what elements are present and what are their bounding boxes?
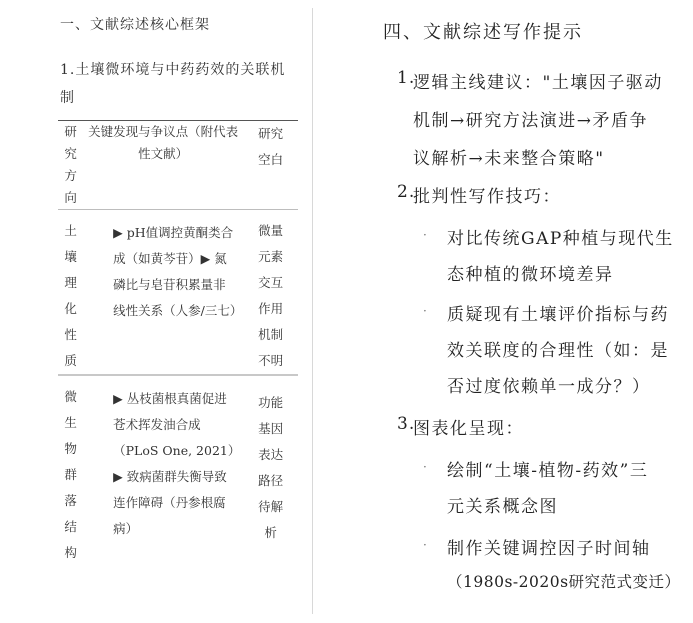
header-gap — [243, 121, 298, 210]
table-row — [58, 210, 298, 376]
direction-char: 结 — [64, 519, 77, 534]
left-column — [0, 0, 312, 623]
header-gap-line: 空白 — [258, 152, 284, 167]
gap-line: 机制 — [258, 327, 284, 342]
direction-char: 土 — [64, 223, 77, 238]
direction-char: 群 — [64, 467, 77, 482]
tip-2-bullet-2-line-3: 否过度依赖单一成分？） — [447, 377, 651, 397]
bullet-dot: · — [423, 304, 427, 318]
bullet-dot: · — [423, 460, 427, 474]
header-char: 研 — [64, 124, 77, 139]
direction-char: 质 — [64, 353, 77, 368]
tip-2-bullet-1-line-2: 态种植的微环境差异 — [447, 265, 614, 285]
gap-line: 待解 — [258, 499, 284, 514]
gap-line: 基因 — [258, 421, 284, 436]
section-title-framework: 一、文献综述核心框架 — [60, 17, 210, 33]
tip-1-line-1: 逻辑主线建议："土壤因子驱动 — [413, 73, 663, 93]
direction-char: 落 — [64, 493, 77, 508]
direction-cell — [58, 210, 83, 376]
gap-line: 路径 — [258, 473, 284, 488]
gap-cell — [243, 375, 298, 572]
direction-cell — [58, 375, 83, 572]
header-char: 方 — [64, 168, 77, 183]
direction-char: 理 — [64, 275, 77, 290]
tip-3-bullet-2-line-2: （1980s-2020s研究范式变迁） — [447, 573, 681, 591]
tip-3-bullet-1-line-2: 元关系概念图 — [447, 497, 558, 517]
gap-line: 不明 — [258, 353, 284, 368]
tip-1-line-2: 机制→研究方法演进→矛盾争 — [413, 111, 648, 131]
direction-char: 构 — [64, 545, 77, 560]
tip-3-number: 3. — [397, 414, 416, 434]
gap-cell — [243, 210, 298, 376]
header-findings: 关键发现与争议点（附代表性文献） — [88, 124, 239, 161]
direction-char: 性 — [64, 327, 77, 342]
right-column — [313, 0, 693, 623]
tip-3-bullet-2-line-1: 制作关键调控因子时间轴 — [447, 539, 651, 559]
tip-2-bullet-2-line-2: 效关联度的合理性（如：是 — [447, 341, 669, 361]
gap-line: 微量 — [258, 223, 284, 238]
tip-3-title: 图表化呈现： — [413, 419, 524, 439]
tip-2-number: 2. — [397, 182, 416, 202]
direction-char: 物 — [64, 441, 77, 456]
section-title-writing-tips: 四、文献综述写作提示 — [383, 22, 583, 43]
findings-cell: ▶ 丛枝菌根真菌促进苍术挥发油合成（PLoS One, 2021）▶ 致病菌群失衡导致连作障碍（丹参根腐病） — [113, 391, 235, 536]
framework-table — [58, 120, 298, 572]
header-char: 向 — [64, 190, 77, 205]
gap-line: 表达 — [258, 447, 284, 462]
direction-char: 化 — [64, 301, 77, 316]
table-row — [58, 375, 298, 572]
tip-1-number: 1. — [397, 68, 416, 88]
gap-line: 析 — [264, 525, 277, 540]
bullet-dot: · — [423, 228, 427, 242]
tip-2-title: 批判性写作技巧： — [413, 187, 561, 207]
gap-line: 元素 — [258, 249, 284, 264]
bullet-dot: · — [423, 538, 427, 552]
tip-2-bullet-2-line-1: 质疑现有土壤评价指标与药 — [447, 305, 669, 325]
tip-2-bullet-1-line-1: 对比传统GAP种植与现代生 — [447, 229, 674, 249]
tip-3-bullet-1-line-1: 绘制“土壤-植物-药效”三 — [447, 461, 649, 481]
gap-line: 作用 — [258, 301, 284, 316]
header-char: 究 — [64, 146, 77, 161]
table-header-row — [58, 121, 298, 210]
tip-1-line-3: 议解析→未来整合策略" — [413, 149, 605, 169]
findings-cell: ▶ pH值调控黄酮类合成（如黄芩苷）▶ 氮磷比与皂苷积累量非线性关系（人参/三七） — [113, 225, 243, 318]
direction-char: 壤 — [64, 249, 77, 264]
gap-line: 交互 — [258, 275, 284, 290]
header-direction — [58, 121, 83, 210]
gap-line: 功能 — [258, 395, 284, 410]
header-gap-line: 研究 — [258, 126, 284, 141]
direction-char: 生 — [64, 415, 77, 430]
direction-char: 微 — [64, 389, 77, 404]
subsection-title: 1.土壤微环境与中药药效的关联机制 — [60, 62, 286, 106]
